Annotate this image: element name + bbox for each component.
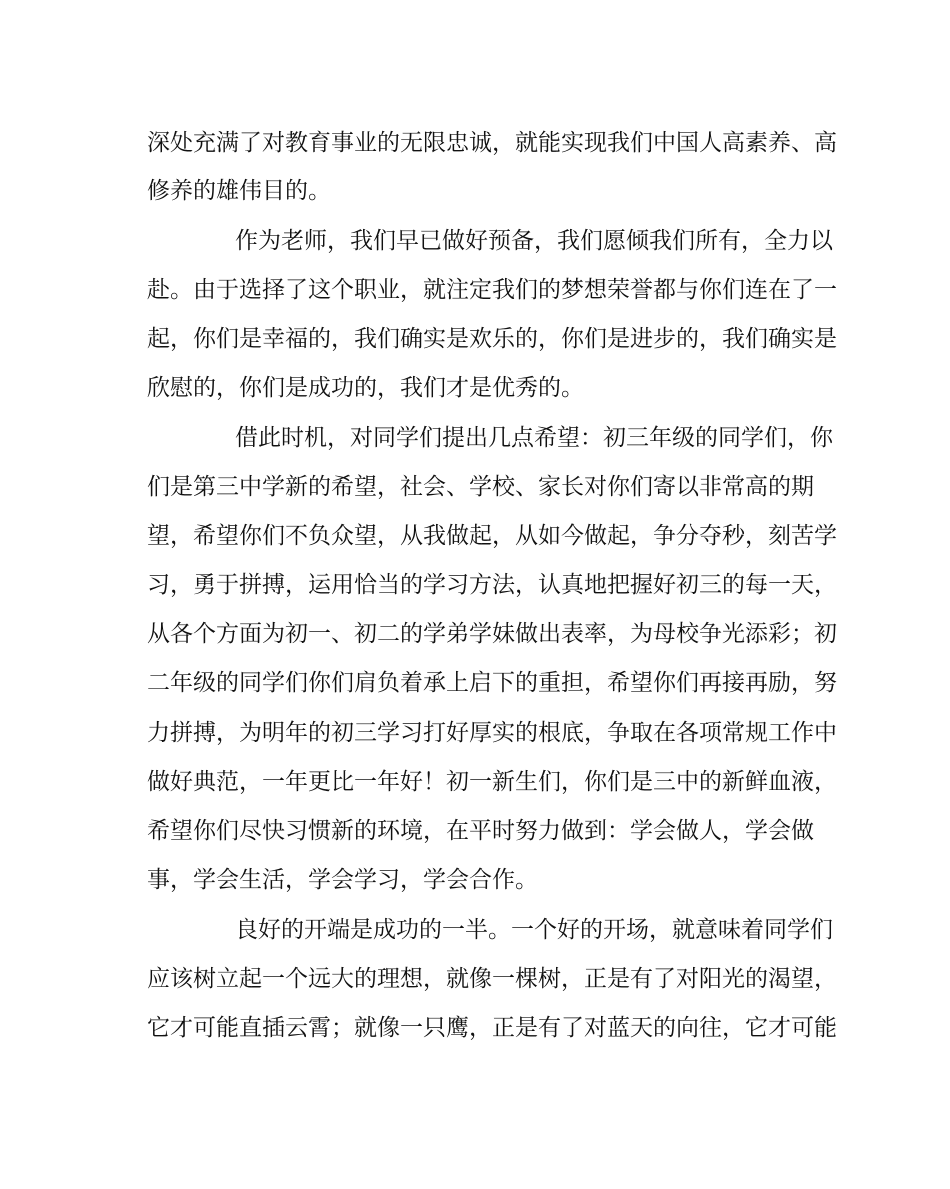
text-line: 习，勇于拼搏，运用恰当的学习方法，认真地把握好初三的每一天， xyxy=(147,572,837,598)
paragraph-start-line: 良好的开端是成功的一半。一个好的开场，就意味着同学们 xyxy=(235,917,833,943)
text-line: 从各个方面为初一、初二的学弟学妹做出表率，为母校争光添彩；初 xyxy=(147,621,837,647)
text-line: 力拼搏，为明年的初三学习打好厚实的根底，争取在各项常规工作中 xyxy=(147,720,837,746)
text-line: 应该树立起一个远大的理想，就像一棵树，正是有了对阳光的渴望， xyxy=(147,966,837,992)
text-line: 赴。由于选择了这个职业，就注定我们的梦想荣誉都与你们连在了一 xyxy=(147,277,837,303)
text-line: 修养的雄伟目的。 xyxy=(147,178,331,204)
text-line: 望，希望你们不负众望，从我做起，从如今做起，争分夺秒，刻苦学 xyxy=(147,523,837,549)
text-line: 欣慰的，你们是成功的，我们才是优秀的。 xyxy=(147,375,584,401)
paragraph-start-line: 作为老师，我们早已做好预备，我们愿倾我们所有，全力以 xyxy=(235,228,833,254)
text-line: 们是第三中学新的希望，社会、学校、家长对你们寄以非常高的期 xyxy=(147,474,814,500)
text-line: 起，你们是幸福的，我们确实是欢乐的，你们是进步的，我们确实是 xyxy=(147,326,837,352)
text-line: 深处充满了对教育事业的无限忠诚，就能实现我们中国人高素养、高 xyxy=(147,130,837,156)
paragraph-start-line: 借此时机，对同学们提出几点希望：初三年级的同学们，你 xyxy=(235,425,833,451)
text-line: 事，学会生活，学会学习，学会合作。 xyxy=(147,867,538,893)
text-line: 做好典范，一年更比一年好！初一新生们，你们是三中的新鲜血液， xyxy=(147,769,837,795)
text-line: 希望你们尽快习惯新的环境，在平时努力做到：学会做人，学会做 xyxy=(147,818,814,844)
text-line: 二年级的同学们你们肩负着承上启下的重担，希望你们再接再励，努 xyxy=(147,670,837,696)
text-line: 它才可能直插云霄；就像一只鹰，正是有了对蓝天的向往，它才可能 xyxy=(147,1015,837,1041)
